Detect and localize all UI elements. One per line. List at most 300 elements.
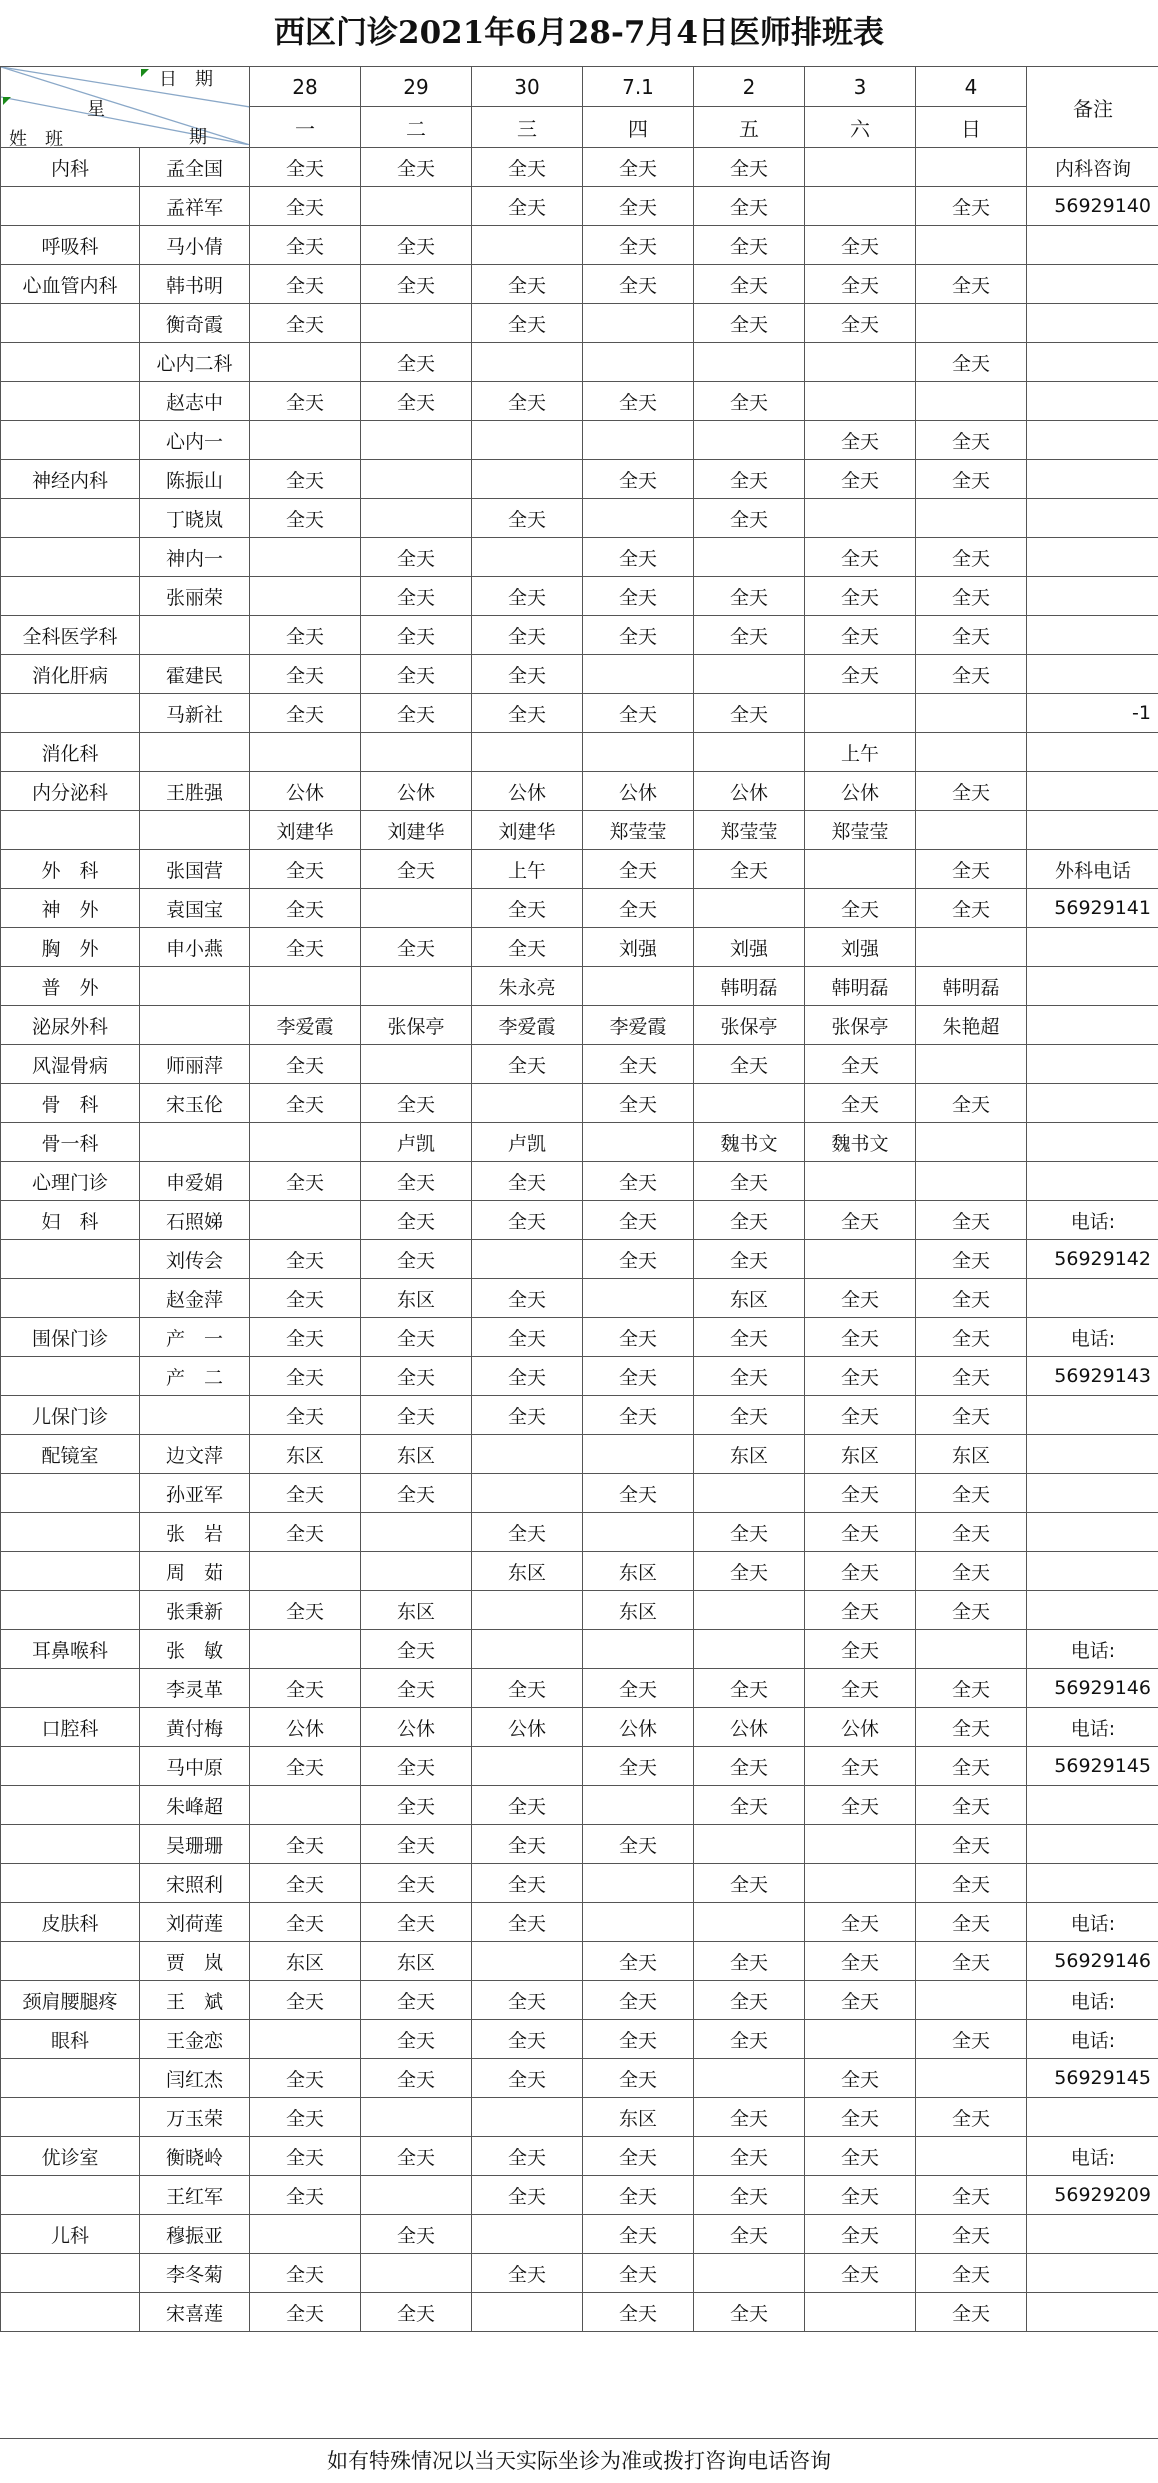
shift-cell [472,1747,583,1786]
shift-cell [694,1825,805,1864]
doctor-cell: 申爱娟 [140,1162,250,1201]
shift-cell: 全天 [250,1240,361,1279]
shift-cell: 公休 [583,772,694,811]
shift-cell: 全天 [694,850,805,889]
shift-cell: 全天 [805,1513,916,1552]
shift-cell: 全天 [583,1318,694,1357]
header-row-dates [1,67,1158,107]
department-cell [1,2293,140,2332]
weekday-cell: 日 [916,107,1027,148]
shift-cell: 全天 [694,1318,805,1357]
shift-cell [916,733,1027,772]
shift-cell [916,304,1027,343]
weekday-cell: 五 [694,107,805,148]
shift-cell: 全天 [250,1591,361,1630]
shift-cell: 全天 [583,148,694,187]
table-row [1,382,1158,421]
shift-cell: 全天 [583,694,694,733]
shift-cell [361,2254,472,2293]
shift-cell: 全天 [361,1318,472,1357]
doctor-cell [140,967,250,1006]
shift-cell: 全天 [694,1981,805,2020]
shift-cell: 全天 [805,1786,916,1825]
shift-cell: 全天 [472,1396,583,1435]
note-cell [1027,2293,1158,2332]
shift-cell: 全天 [250,2098,361,2137]
shift-cell: 全天 [805,655,916,694]
doctor-cell: 衡奇霞 [140,304,250,343]
shift-cell: 全天 [361,850,472,889]
table-row [1,1942,1158,1981]
shift-cell: 刘强 [805,928,916,967]
shift-cell: 全天 [250,1045,361,1084]
shift-cell: 全天 [361,1786,472,1825]
weekday-cell: 四 [583,107,694,148]
table-row [1,928,1158,967]
note-cell [1027,2098,1158,2137]
note-cell: 电话: [1027,1981,1158,2020]
shift-cell [694,1591,805,1630]
shift-cell [805,343,916,382]
table-row [1,148,1158,187]
shift-cell: 全天 [694,499,805,538]
shift-cell [916,1045,1027,1084]
shift-cell [583,1513,694,1552]
doctor-cell: 赵金萍 [140,1279,250,1318]
shift-cell: 全天 [472,577,583,616]
doctor-cell: 马小倩 [140,226,250,265]
date-cell: 7.1 [583,67,694,107]
shift-cell: 全天 [916,460,1027,499]
shift-cell: 全天 [583,2293,694,2332]
department-cell: 骨一科 [1,1123,140,1162]
shift-cell: 全天 [250,850,361,889]
shift-cell: 全天 [916,889,1027,928]
shift-cell: 公休 [361,1708,472,1747]
note-cell [1027,1591,1158,1630]
shift-cell [916,148,1027,187]
shift-cell: 全天 [361,2293,472,2332]
shift-cell: 全天 [694,382,805,421]
weekday-cell: 一 [250,107,361,148]
note-cell [1027,577,1158,616]
doctor-cell: 闫红杰 [140,2059,250,2098]
shift-cell: 全天 [472,304,583,343]
shift-cell [361,499,472,538]
shift-cell: 全天 [472,1357,583,1396]
shift-cell: 刘建华 [361,811,472,850]
department-cell [1,1864,140,1903]
department-cell: 骨 科 [1,1084,140,1123]
shift-cell: 全天 [250,1903,361,1942]
department-cell: 神经内科 [1,460,140,499]
note-cell: 电话: [1027,1630,1158,1669]
shift-cell [472,1084,583,1123]
shift-cell: 郑莹莹 [805,811,916,850]
department-cell: 泌尿外科 [1,1006,140,1045]
department-cell: 优诊室 [1,2137,140,2176]
shift-cell: 全天 [361,226,472,265]
comment-marker [141,69,149,77]
shift-cell: 全天 [250,1162,361,1201]
shift-cell: 全天 [361,1396,472,1435]
shift-cell: 全天 [250,1279,361,1318]
shift-cell: 全天 [583,2215,694,2254]
table-row [1,1045,1158,1084]
department-cell: 普 外 [1,967,140,1006]
shift-cell [250,1201,361,1240]
shift-cell: 全天 [583,2059,694,2098]
note-cell: 56929143 [1027,1357,1158,1396]
shift-cell [694,421,805,460]
shift-cell: 全天 [583,538,694,577]
shift-cell: 全天 [805,2098,916,2137]
doctor-cell: 王金恋 [140,2020,250,2059]
shift-cell: 全天 [250,1864,361,1903]
shift-cell [361,187,472,226]
shift-cell [694,343,805,382]
shift-cell [583,733,694,772]
shift-cell [361,421,472,460]
table-row [1,1864,1158,1903]
shift-cell: 全天 [583,460,694,499]
table-row [1,1747,1158,1786]
shift-cell: 全天 [472,1786,583,1825]
shift-cell: 全天 [250,655,361,694]
shift-cell: 东区 [472,1552,583,1591]
shift-cell: 全天 [805,2137,916,2176]
date-cell: 29 [361,67,472,107]
shift-cell [583,1903,694,1942]
shift-cell: 全天 [361,1747,472,1786]
shift-cell: 全天 [583,616,694,655]
shift-cell: 全天 [472,1981,583,2020]
doctor-cell: 周 茹 [140,1552,250,1591]
department-cell [1,1669,140,1708]
department-cell [1,1552,140,1591]
note-cell [1027,1045,1158,1084]
department-cell: 消化科 [1,733,140,772]
shift-cell [805,499,916,538]
note-cell [1027,772,1158,811]
shift-cell: 全天 [694,1201,805,1240]
shift-cell [805,1864,916,1903]
shift-cell: 张保亭 [694,1006,805,1045]
shift-cell: 全天 [805,421,916,460]
note-cell: 内科咨询 [1027,148,1158,187]
shift-cell [805,2293,916,2332]
shift-cell [583,1435,694,1474]
doctor-cell: 赵志中 [140,382,250,421]
shift-cell: 全天 [916,1825,1027,1864]
table-row [1,1708,1158,1747]
shift-cell: 全天 [250,499,361,538]
department-cell [1,187,140,226]
table-row [1,2098,1158,2137]
shift-cell: 全天 [694,694,805,733]
table-row [1,2254,1158,2293]
shift-cell: 全天 [250,1396,361,1435]
department-cell [1,2059,140,2098]
shift-cell: 全天 [250,2176,361,2215]
shift-cell: 全天 [472,1318,583,1357]
shift-cell: 全天 [583,1942,694,1981]
shift-cell: 全天 [361,1864,472,1903]
shift-cell: 东区 [361,1435,472,1474]
doctor-cell: 张秉新 [140,1591,250,1630]
department-cell [1,421,140,460]
note-cell [1027,1513,1158,1552]
doctor-cell: 申小燕 [140,928,250,967]
shift-cell: 全天 [250,1474,361,1513]
shift-cell: 全天 [472,148,583,187]
department-cell: 口腔科 [1,1708,140,1747]
shift-cell: 全天 [916,577,1027,616]
shift-cell [694,1903,805,1942]
department-cell: 外 科 [1,850,140,889]
table-row [1,1318,1158,1357]
corner-label-name: 姓 班 [9,129,63,148]
table-row [1,2215,1158,2254]
table-row [1,2176,1158,2215]
shift-cell: 全天 [805,1357,916,1396]
shift-cell [472,1591,583,1630]
doctor-cell: 衡晓岭 [140,2137,250,2176]
department-cell: 消化肝病 [1,655,140,694]
shift-cell: 全天 [916,1552,1027,1591]
note-cell [1027,928,1158,967]
department-cell [1,343,140,382]
shift-cell: 全天 [250,382,361,421]
shift-cell: 全天 [361,655,472,694]
doctor-cell: 张 岩 [140,1513,250,1552]
shift-cell [250,421,361,460]
shift-cell: 全天 [694,1669,805,1708]
shift-cell: 全天 [805,1669,916,1708]
doctor-cell [140,1006,250,1045]
shift-cell: 东区 [361,1591,472,1630]
shift-cell: 全天 [694,148,805,187]
notes-header: 备注 [1027,67,1158,148]
note-cell: -1 [1027,694,1158,733]
shift-cell [472,421,583,460]
department-cell: 胸 外 [1,928,140,967]
shift-cell: 全天 [916,2098,1027,2137]
shift-cell [583,304,694,343]
note-cell [1027,967,1158,1006]
shift-cell: 全天 [250,616,361,655]
shift-cell: 全天 [694,2293,805,2332]
shift-cell [694,1474,805,1513]
department-cell [1,1513,140,1552]
date-cell: 2 [694,67,805,107]
doctor-cell [140,811,250,850]
shift-cell: 全天 [916,421,1027,460]
doctor-cell: 陈振山 [140,460,250,499]
shift-cell: 全天 [916,616,1027,655]
shift-cell: 全天 [250,1084,361,1123]
doctor-cell: 马中原 [140,1747,250,1786]
table-row [1,1162,1158,1201]
shift-cell: 全天 [916,1591,1027,1630]
table-row [1,1201,1158,1240]
shift-cell: 公休 [805,772,916,811]
note-cell: 电话: [1027,1201,1158,1240]
shift-cell: 全天 [583,1981,694,2020]
doctor-cell: 张丽荣 [140,577,250,616]
shift-cell: 全天 [916,265,1027,304]
note-cell: 56929146 [1027,1669,1158,1708]
shift-cell: 全天 [472,1825,583,1864]
shift-cell: 全天 [694,460,805,499]
corner-header-cell [1,67,250,148]
department-cell: 心血管内科 [1,265,140,304]
shift-cell: 全天 [472,1201,583,1240]
note-cell [1027,1864,1158,1903]
shift-cell [250,967,361,1006]
shift-cell: 全天 [472,655,583,694]
department-cell [1,1825,140,1864]
doctor-cell: 王胜强 [140,772,250,811]
shift-cell: 韩明磊 [805,967,916,1006]
doctor-cell: 李冬菊 [140,2254,250,2293]
shift-cell: 全天 [361,1630,472,1669]
shift-cell: 公休 [472,772,583,811]
table-row [1,1357,1158,1396]
shift-cell [250,538,361,577]
department-cell: 儿科 [1,2215,140,2254]
shift-cell: 全天 [916,2020,1027,2059]
table-row [1,1981,1158,2020]
shift-cell [805,1240,916,1279]
shift-cell: 全天 [694,226,805,265]
shift-cell [361,889,472,928]
shift-cell: 全天 [805,1981,916,2020]
shift-cell: 东区 [694,1435,805,1474]
shift-cell [472,1942,583,1981]
shift-cell: 全天 [694,2020,805,2059]
note-cell: 56929145 [1027,1747,1158,1786]
shift-cell: 全天 [583,265,694,304]
note-cell: 56929145 [1027,2059,1158,2098]
shift-cell: 全天 [583,1396,694,1435]
shift-cell: 全天 [916,1318,1027,1357]
shift-cell: 全天 [472,2020,583,2059]
table-row [1,772,1158,811]
table-row [1,2137,1158,2176]
shift-cell [805,1825,916,1864]
shift-cell: 全天 [472,265,583,304]
note-cell [1027,460,1158,499]
doctor-cell [140,616,250,655]
shift-cell: 全天 [694,1045,805,1084]
shift-cell [472,1435,583,1474]
shift-cell: 全天 [916,1357,1027,1396]
shift-cell: 全天 [583,1747,694,1786]
shift-cell: 全天 [361,1825,472,1864]
note-cell [1027,226,1158,265]
shift-cell: 全天 [916,2254,1027,2293]
shift-cell: 全天 [472,2254,583,2293]
shift-cell: 全天 [583,2176,694,2215]
table-row [1,538,1158,577]
shift-cell: 东区 [583,1591,694,1630]
doctor-cell: 马新社 [140,694,250,733]
shift-cell [805,694,916,733]
shift-cell [694,538,805,577]
shift-cell [583,499,694,538]
doctor-cell: 朱峰超 [140,1786,250,1825]
shift-cell [916,2137,1027,2176]
note-cell: 56929140 [1027,187,1158,226]
shift-cell: 全天 [916,772,1027,811]
shift-cell [361,460,472,499]
table-row [1,499,1158,538]
table-row [1,187,1158,226]
shift-cell: 全天 [694,1357,805,1396]
shift-cell: 全天 [583,1825,694,1864]
table-row [1,967,1158,1006]
department-cell: 耳鼻喉科 [1,1630,140,1669]
shift-cell: 全天 [583,889,694,928]
note-cell: 56929146 [1027,1942,1158,1981]
shift-cell [916,1630,1027,1669]
shift-cell [361,1045,472,1084]
department-cell [1,1942,140,1981]
table-row [1,304,1158,343]
table-row [1,1240,1158,1279]
shift-cell: 全天 [250,226,361,265]
shift-cell: 全天 [916,1708,1027,1747]
shift-cell: 全天 [250,148,361,187]
doctor-cell: 神内一 [140,538,250,577]
shift-cell: 全天 [472,1903,583,1942]
shift-cell: 全天 [694,616,805,655]
shift-cell: 全天 [361,538,472,577]
table-row [1,850,1158,889]
table-row [1,1903,1158,1942]
shift-cell: 卢凯 [361,1123,472,1162]
shift-cell: 全天 [361,928,472,967]
note-cell [1027,1279,1158,1318]
shift-cell: 全天 [250,187,361,226]
shift-cell: 全天 [805,1591,916,1630]
doctor-cell: 王红军 [140,2176,250,2215]
shift-cell: 全天 [472,889,583,928]
shift-cell: 刘强 [694,928,805,967]
shift-cell: 全天 [694,1162,805,1201]
shift-cell [916,382,1027,421]
shift-cell: 全天 [805,889,916,928]
shift-cell: 全天 [361,1981,472,2020]
shift-cell: 全天 [250,2293,361,2332]
shift-cell [916,226,1027,265]
shift-cell: 全天 [250,2254,361,2293]
note-cell [1027,1123,1158,1162]
note-cell [1027,343,1158,382]
table-row [1,655,1158,694]
table-row [1,1435,1158,1474]
shift-cell [916,1162,1027,1201]
department-cell [1,1279,140,1318]
shift-cell [583,655,694,694]
shift-cell: 全天 [583,1201,694,1240]
doctor-cell: 刘传会 [140,1240,250,1279]
shift-cell: 郑莹莹 [694,811,805,850]
note-cell: 电话: [1027,2020,1158,2059]
shift-cell: 李爱霞 [250,1006,361,1045]
table-row [1,1630,1158,1669]
